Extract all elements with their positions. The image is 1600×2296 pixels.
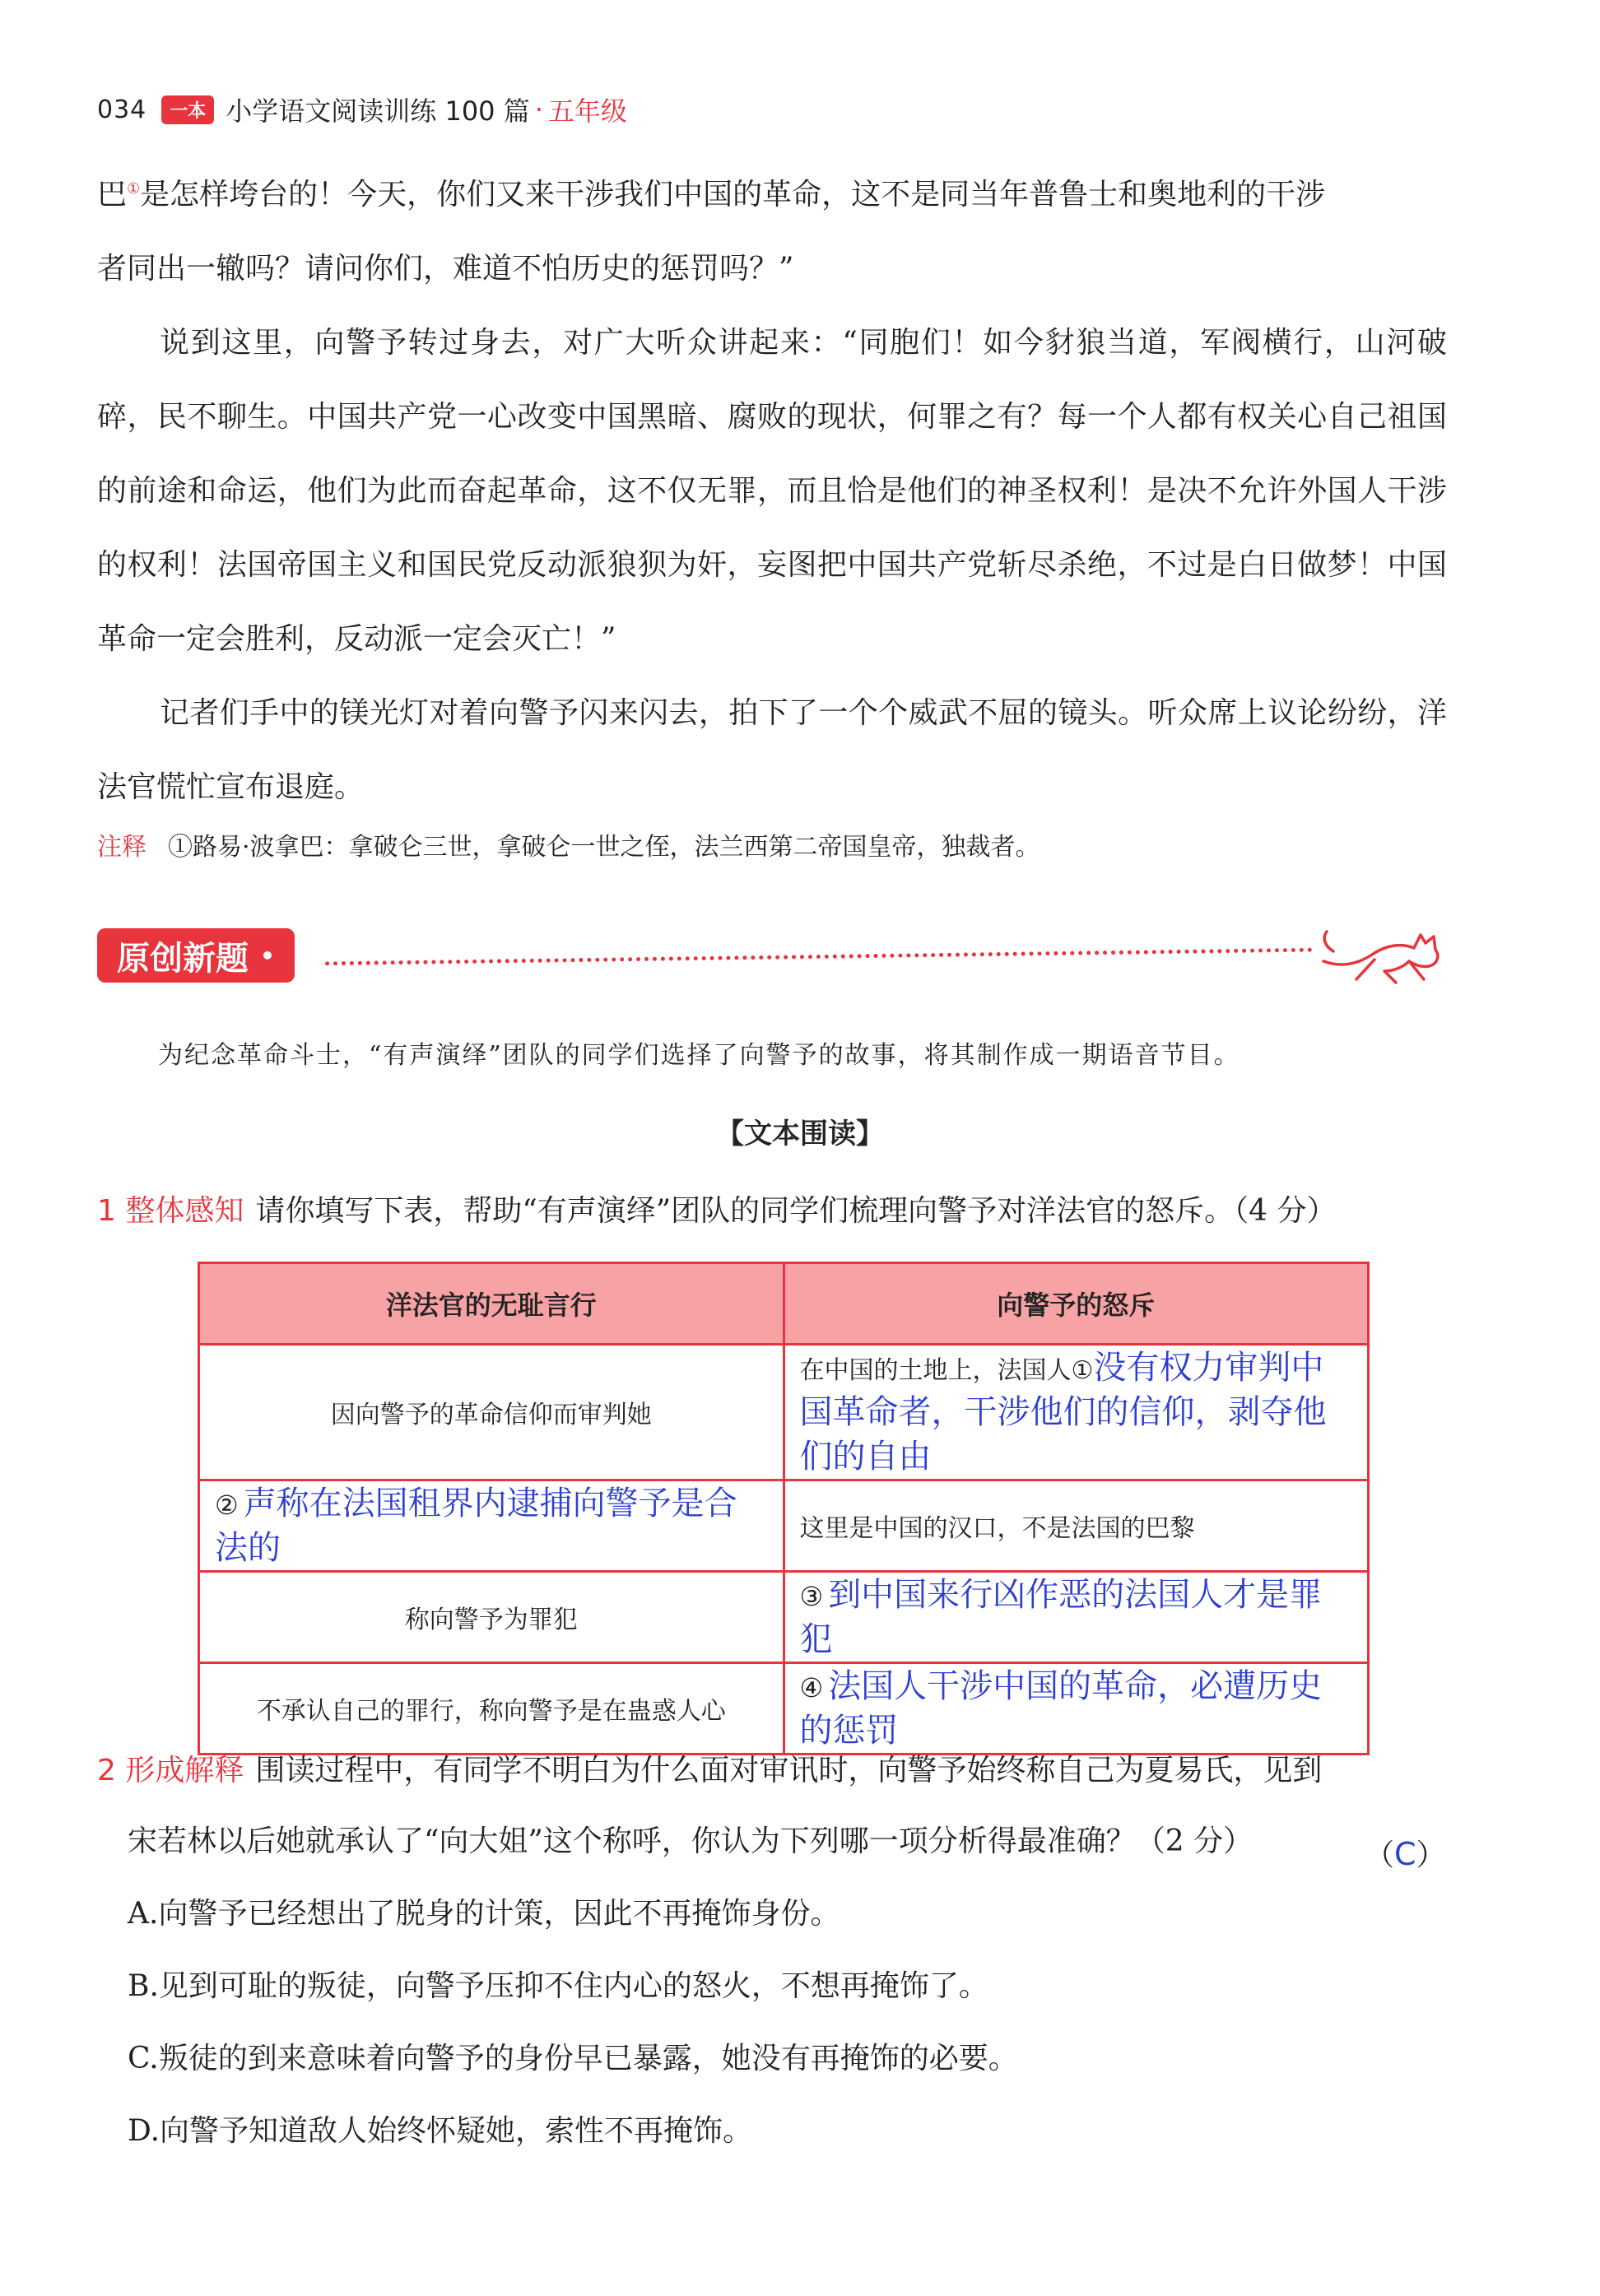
option-b[interactable]: B.见到可耻的叛徒，向警予压抑不住内心的怒火，不想再掩饰了。 — [128, 1969, 988, 2003]
blank-marker-2: ② — [215, 1490, 239, 1521]
question-1-text: 请你填写下表，帮助“有声演绎”团队的同学们梳理向警予对洋法官的怒斥。（4 分） — [255, 1194, 1337, 1228]
section-tag-dot: • — [260, 941, 275, 969]
table-cell — [784, 1345, 1369, 1480]
question-1 — [97, 1187, 1337, 1236]
table-cell — [199, 1480, 784, 1572]
handwritten-choice[interactable]: C — [1394, 1836, 1416, 1872]
section-subhead: 【文本围读】 — [716, 1118, 884, 1150]
table-row — [199, 1663, 1369, 1755]
running-cat-icon — [1317, 913, 1449, 988]
table-row — [199, 1572, 1369, 1663]
option-d[interactable]: D.向警予知道敌人始终怀疑她，索性不再掩饰。 — [128, 2114, 753, 2148]
footnote-label: 注释 — [97, 833, 147, 862]
table-cell: 因向警予的革命信仰而审判她 — [199, 1345, 784, 1480]
table-row — [199, 1480, 1369, 1572]
question-2-line1: 围读过程中，有同学不明白为什么面对审讯时，向警予始终称自己为夏易氏，见到 — [255, 1754, 1323, 1787]
table-header-right: 向警予的怒斥 — [784, 1263, 1369, 1345]
cell-prefix-text: 在中国的土地上，法国人① — [799, 1356, 1094, 1385]
title-separator: · — [534, 94, 543, 125]
table-header-left: 洋法官的无耻言行 — [199, 1263, 784, 1345]
handwritten-answer-1[interactable]: 没有权力审判中国革命者，干涉他们的信仰，剥夺他们的自由 — [799, 1349, 1327, 1476]
para1-start: 巴 — [97, 178, 128, 211]
table-row — [199, 1345, 1369, 1480]
handwritten-answer-3[interactable]: 到中国来行凶作恶的法国人才是罪犯 — [799, 1576, 1323, 1658]
answer-paren-close: ） — [1416, 1838, 1446, 1872]
passage-paragraph-1 — [97, 158, 1447, 306]
logo-badge: 一本 — [161, 95, 214, 124]
book-title: 小学语文阅读训练 100 篇 — [226, 95, 530, 127]
table-cell — [784, 1663, 1369, 1755]
page-header — [97, 89, 627, 130]
footnote — [97, 827, 1040, 868]
page-number: 034 — [97, 95, 147, 124]
table-header-row — [199, 1263, 1369, 1345]
handwritten-answer-4[interactable]: 法国人干涉中国的革命，必遭历史的惩罚 — [799, 1667, 1323, 1750]
table-cell: 称向警予为罪犯 — [199, 1572, 784, 1663]
para1-line1: 是怎样垮台的！今天，你们又来干涉我们中国的革命，这不是同当年普鲁士和奥地利的干涉 — [140, 178, 1326, 211]
passage-paragraph-2: 说到这里，向警予转过身去，对广大听众讲起来：“同胞们！如今豺狼当道，军阀横行，山河破碎，民不聊生。中国共产党一心改变中国黑暗、腐败的现状，何罪之有？每一个人都有权关心自己祖国的前途和命运，他们为此而奋起革命，这不仅无罪，而且恰是他们的神圣权利！是决不允许外国人干涉的权利！法国帝国主义和国民党反动派狼狈为奸，妄图把中国共产党斩尽杀绝，不过是白日做梦！中国革命一定会胜利，反动派一定会灭亡！” — [97, 326, 1447, 656]
footnote-marker: ① — [127, 180, 141, 198]
blank-marker-4: ④ — [799, 1672, 824, 1703]
question-1-label: 1 整体感知 — [97, 1194, 244, 1228]
section-tag — [97, 928, 295, 983]
footnote-text: ①路易·波拿巴：拿破仑三世，拿破仑一世之侄，法兰西第二帝国皇帝，独裁者。 — [168, 833, 1040, 862]
para1-line2: 者同出一辙吗？请问你们，难道不怕历史的惩罚吗？” — [97, 252, 794, 286]
book-grade: 五年级 — [547, 95, 627, 127]
table-cell — [784, 1572, 1369, 1663]
question-2 — [97, 1746, 1322, 1796]
handwritten-answer-2[interactable]: 声称在法国租界内逮捕向警予是合法的 — [215, 1485, 737, 1567]
answer-paren-open: （ — [1365, 1838, 1395, 1872]
answer-table — [198, 1262, 1370, 1755]
section-intro: 为纪念革命斗士，“有声演绎”团队的同学们选择了向警予的故事，将其制作成一期语音节目。 — [158, 1041, 1240, 1070]
section-divider — [325, 948, 1313, 966]
table-cell: 不承认自己的罪行，称向警予是在蛊惑人心 — [199, 1663, 784, 1755]
question-2-label: 2 形成解释 — [97, 1754, 244, 1787]
passage-paragraph-3: 记者们手中的镁光灯对着向警予闪来闪去，拍下了一个个威武不屈的镜头。听众席上议论纷纷，洋法官慌忙宣布退庭。 — [97, 696, 1447, 804]
blank-marker-3: ③ — [799, 1581, 824, 1612]
section-tag-label: 原创新题 — [117, 939, 249, 978]
option-a[interactable]: A.向警予已经想出了脱身的计策，因此不再掩饰身份。 — [128, 1897, 840, 1931]
answer-bracket — [1365, 1832, 1446, 1874]
table-cell: 这里是中国的汉口，不是法国的巴黎 — [784, 1480, 1369, 1572]
question-2-line2: 宋若林以后她就承认了“向大姐”这个称呼，你认为下列哪一项分析得最准确？（2 分） — [128, 1824, 1253, 1858]
option-c[interactable]: C.叛徒的到来意味着向警予的身份早已暴露，她没有再掩饰的必要。 — [128, 2042, 1018, 2075]
